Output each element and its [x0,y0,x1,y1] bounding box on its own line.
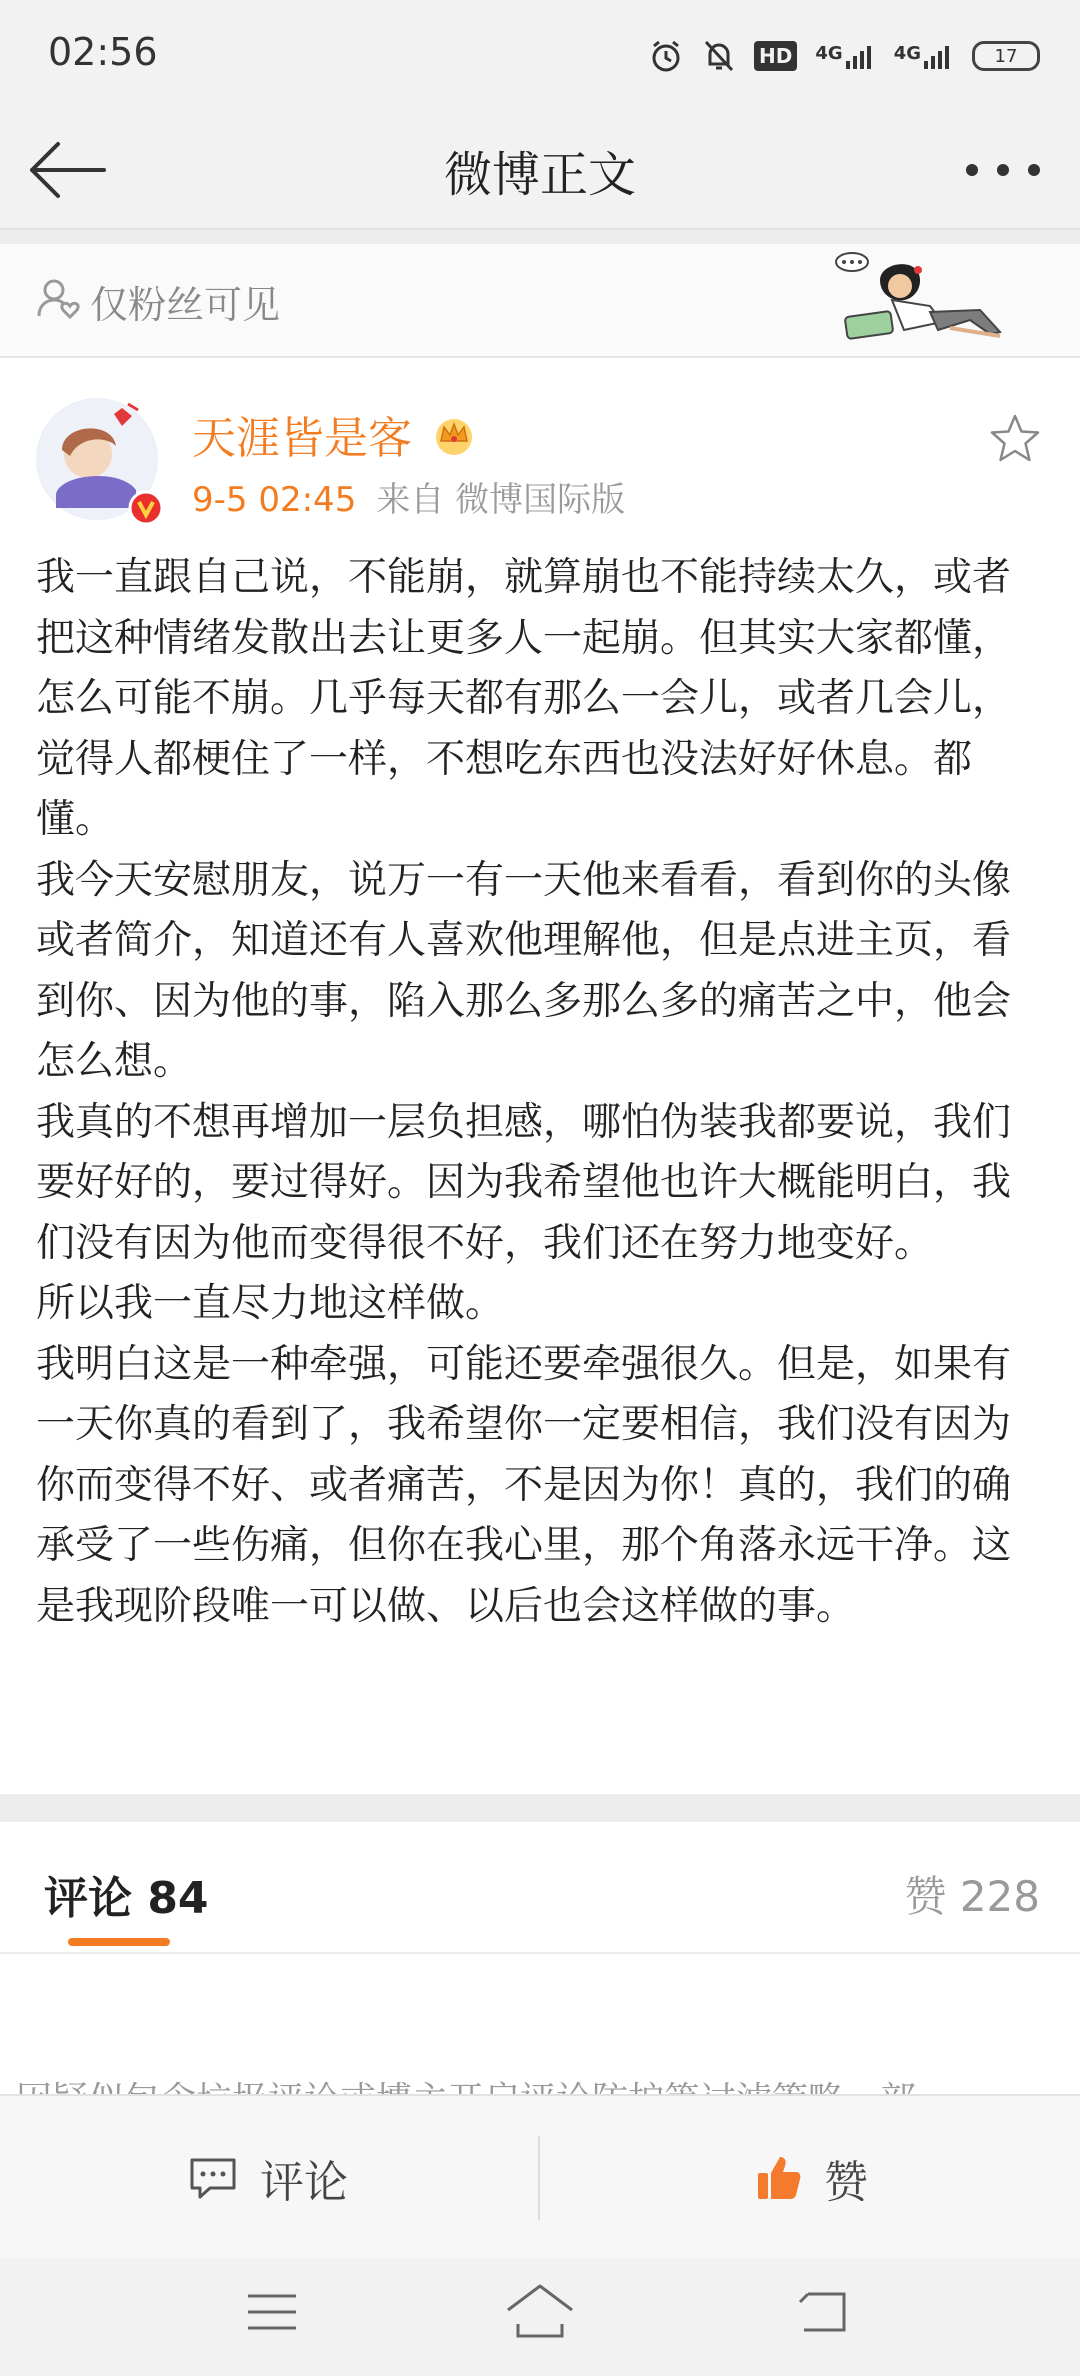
battery-level: 17 [994,45,1018,67]
vip-crown-icon [432,413,476,457]
comments-header [0,1822,1080,1954]
more-dots-icon [948,130,1058,210]
more-button[interactable] [948,130,1058,210]
nav-divider [0,228,1080,244]
post-paragraph: 我明白这是一种牵强，可能还要牵强很久。但是，如果有一天你真的看到了，我希望你一定要相信，我们没有因为你而变得不好、或者痛苦，不是因为你！真的，我们的确承受了一些伤痛，但你在我心里，那个角落永远干净。这是我现阶段唯一可以做、以后也会这样做的事。 [36,1341,1012,1629]
comments-area [0,1954,1080,2094]
tab-likes[interactable]: 赞 228 [904,1872,1040,1921]
battery-icon [972,41,1040,71]
page-title: 微博正文 [443,147,636,203]
home-icon[interactable] [504,2280,576,2344]
author-name[interactable] [192,402,476,466]
tab-comments[interactable]: 评论 84 [44,1873,209,1924]
network-type-label: 4G [893,43,921,64]
like-button[interactable] [754,2146,868,2210]
avatar[interactable] [36,398,158,520]
alarm-icon [648,38,684,74]
visibility-label: 仅粉丝可见 [90,283,281,327]
action-bar [0,2094,1080,2260]
verified-badge-icon [128,490,164,526]
comment-button[interactable] [188,2146,348,2210]
hd-icon: HD [754,41,797,71]
signal-4g-icon [894,43,954,69]
comment-button-label: 评论 [260,2157,348,2208]
comment-icon [188,2154,238,2202]
author-name-text: 天涯皆是客 [192,413,412,464]
post-paragraph: 我今天安慰朋友，说万一有一天他来看看，看到你的头像或者简介，知道还有人喜欢他理解他，但是点进主页，看到你、因为他的事，陷入那么多那么多的痛苦之中，他会怎么想。 [36,857,1012,1084]
fans-only-icon [36,276,82,322]
signal-bars [924,43,954,69]
tab-active-indicator [68,1938,170,1946]
favorite-star-icon[interactable] [988,412,1042,466]
like-button-label: 赞 [824,2157,868,2208]
status-bar [0,0,1080,110]
post-paragraph: 我一直跟自己说，不能崩，就算崩也不能持续太久，或者把这种情绪发散出去让更多人一起崩。但其实大家都懂，怎么可能不崩。几乎每天都有那么一会儿，或者几会儿，觉得人都梗住了一样，不想吃东西也没法好好休息。都懂。 [36,555,1012,842]
status-time: 02:56 [48,30,158,74]
post-meta [192,472,625,521]
sticker-girl-icon [830,250,1010,350]
post-source: 来自 微博国际版 [376,480,626,520]
network-type-label: 4G [815,43,843,64]
menu-icon[interactable] [244,2284,300,2340]
signal-bars [846,43,876,69]
thumbs-up-icon [754,2153,804,2203]
post-paragraph: 所以我一直尽力地这样做。 [36,1281,505,1326]
system-nav-bar [0,2258,1080,2376]
action-divider [538,2136,540,2220]
post-paragraph: 我真的不想再增加一层负担感，哪怕伪装我都要说，我们要好好的，要过得好。因为我希望他也许大概能明白，我们没有因为他而变得很不好，我们还在努力地变好。 [36,1099,1012,1266]
post-card [0,358,1080,1794]
status-icons [648,36,1040,76]
nav-bar [0,110,1080,230]
system-back-icon[interactable] [794,2284,850,2340]
signal-4g-icon [815,43,875,69]
post-time: 9-5 02:45 [192,480,357,520]
section-gap [0,1794,1080,1822]
post-body [36,548,1046,1637]
mute-icon [702,38,736,74]
visibility-bar [0,244,1080,358]
